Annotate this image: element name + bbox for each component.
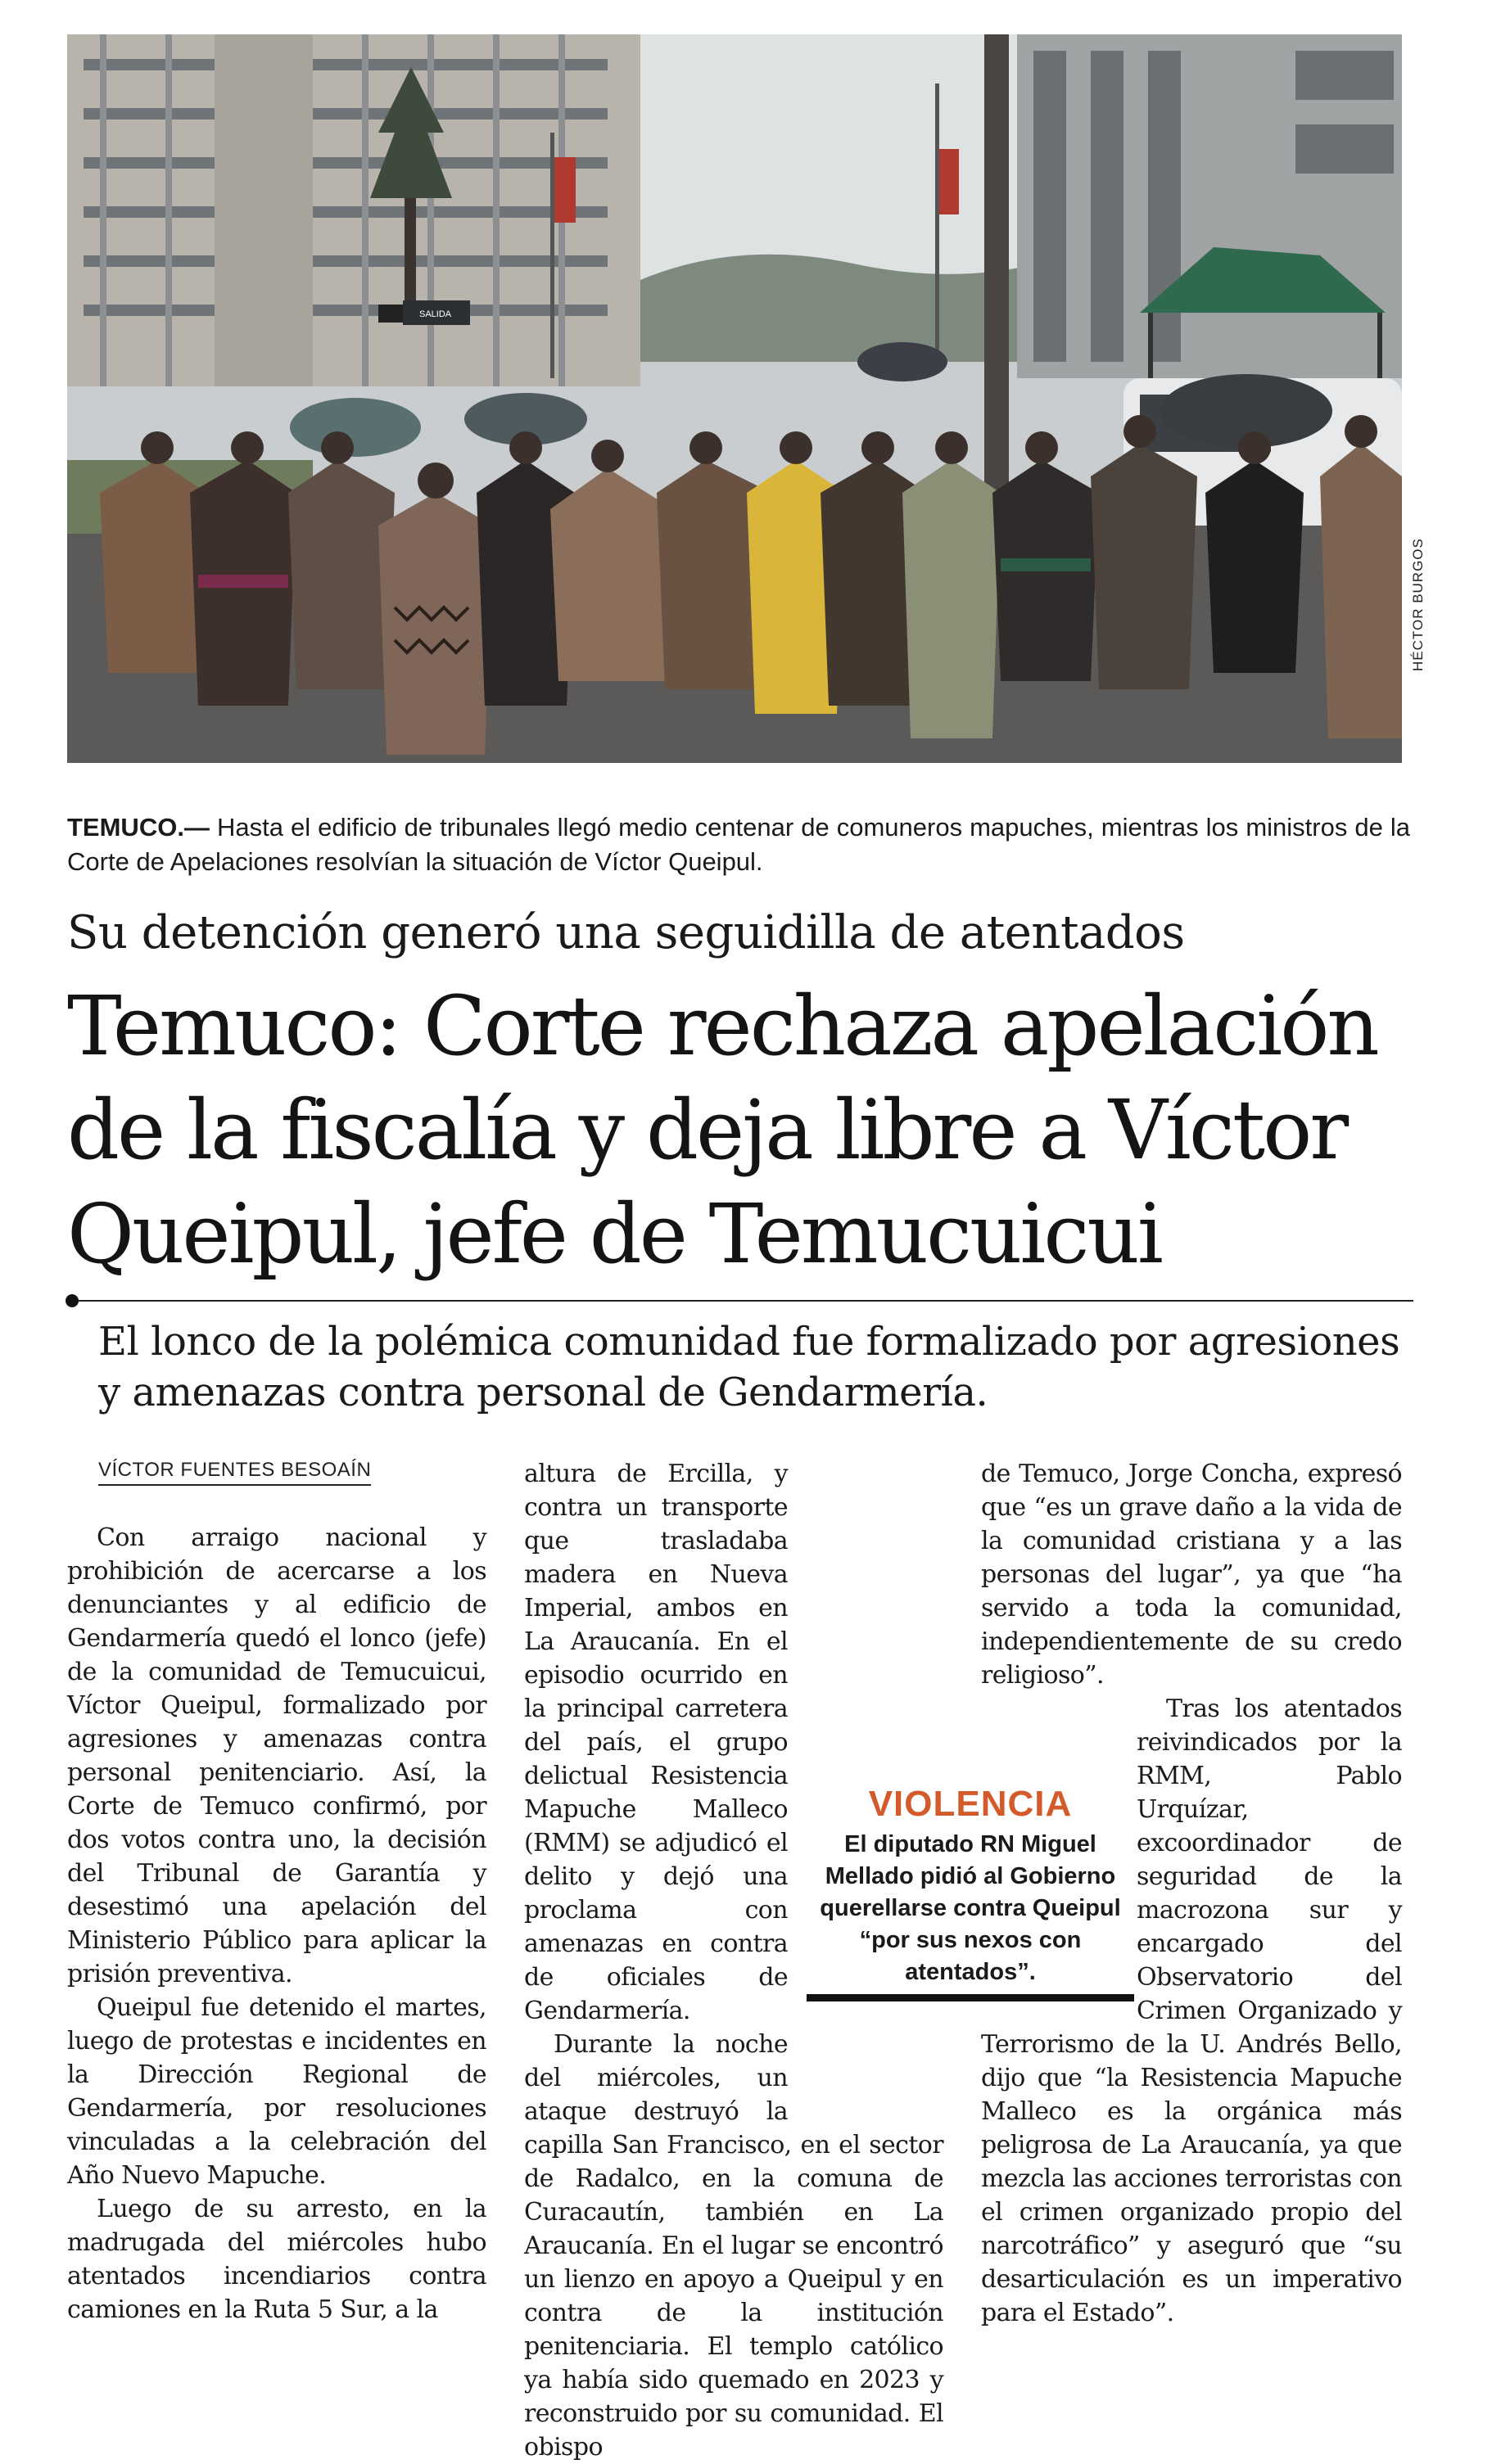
- pullquote-text: El diputado RN Miguel Mellado pidió al Gobierno querellarse contra Queipul “por sus nexos con atentados”.: [820, 1831, 1121, 1985]
- paragraph-text: altura de Ercilla, y contra un transporte que trasladaba madera en Nueva Imperial, ambos en La Araucanía. En el episodio ocurrido en la principal carretera del país, el grupo delictual Resistencia Mapuche Malleco (RMM) se adjudicó el delito y dejó una proclama con amenazas en contra de oficiales de Gendarmería.: [524, 1460, 788, 2025]
- deck: El lonco de la polémica comunidad fue formalizado por agresiones y amenazas contra personal de Gendarmería.: [98, 1319, 1400, 1415]
- news-photo: [67, 34, 1402, 763]
- caption-place: TEMUCO.—: [67, 813, 210, 842]
- caption-text: Hasta el edificio de tribunales llegó medio centenar de comuneros mapuches, mientras los ministros de la Corte de Apelaciones resolvían la situación de Víctor Queipul.: [67, 813, 1410, 876]
- paragraph: Luego de su arresto, en la madrugada del miércoles hubo atentados incendiarios contra camiones en la Ruta 5 Sur, a la: [67, 2195, 486, 2324]
- pullquote-box: [807, 1783, 1134, 2001]
- kicker: Su detención generó una seguidilla de atentados: [67, 906, 1185, 959]
- photo-caption: [67, 810, 1410, 879]
- headline: Temuco: Corte rechaza apelación de la fiscalía y deja libre a Víctor Queipul, jefe de Temucuicui: [67, 978, 1377, 1282]
- paragraph: Durante la noche del miércoles, un ataque destruyó la capilla San Francisco, en el sector de Radalco, en la comuna de Curacautín, también en La Araucanía. En el lugar se encontró un lienzo en apoyo a Queipul y en contra de la institución penitenciaria. El templo católico ya había sido quemado en 2023 y reconstruido por su comunidad. El obispo: [524, 2030, 943, 2462]
- paragraph: Queipul fue detenido el martes, luego de protestas e incidentes en la Dirección Regional de Gendarmería, por resoluciones vinculadas a la celebración del Año Nuevo Mapuche.: [67, 1993, 486, 2190]
- headline-rule: [70, 1300, 1413, 1302]
- rule-bullet: [66, 1294, 79, 1307]
- paragraph: de Temuco, Jorge Concha, expresó que “es un grave daño a la vida de la comunidad cristiana y a las personas del lugar”, ya que “ha servido a toda la comunidad, independientemente de su credo religioso”.: [981, 1460, 1402, 1690]
- protest-photo-illustration: [67, 34, 1402, 763]
- body-column-1: [67, 1521, 486, 2326]
- sign-salida: SALIDA: [419, 309, 452, 319]
- paragraph: Con arraigo nacional y prohibición de acercarse a los denunciantes y al edificio de Gendarmería quedó el lonco (jefe) de la comunidad de Temucuicui, Víctor Queipul, formalizado por agresiones y amenazas contra personal penitenciario. Así, la Corte de Temuco confirmó, por dos votos contra uno, la decisión del Tribunal de Garantía y desestimó una apelación del Ministerio Público para aplicar la prisión preventiva.: [67, 1523, 486, 1988]
- byline: VÍCTOR FUENTES BESOAÍN: [98, 1459, 371, 1486]
- pullquote-tag: VIOLENCIA: [868, 1784, 1073, 1824]
- photo-credit: HÉCTOR BURGOS: [1410, 538, 1426, 671]
- paragraph-text: Tras los atentados reivindicados por la RMM, Pablo Urquízar, excoordinador de seguridad de la macrozona sur y encargado del Observatorio del Crimen Organizado y Terrorismo de la U. Andrés Bello, dijo que “la Resistencia Mapuche Malleco es la orgánica más peligrosa de La Araucanía, ya que mezcla las acciones terroristas con el crimen organizado propio del narcotráfico” y aseguró que “su desarticulación es un imperativo para el Estado”.: [981, 1695, 1402, 2327]
